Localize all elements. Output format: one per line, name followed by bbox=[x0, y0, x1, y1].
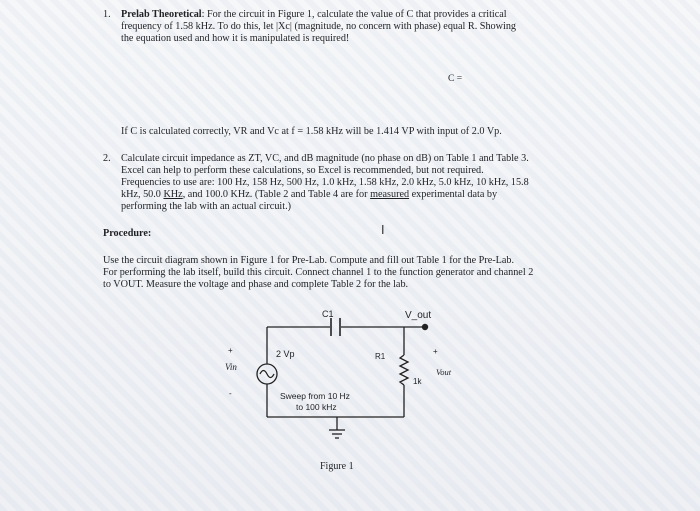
q2-line2: Excel can help to perform these calculations, so Excel is recommended, but not required. bbox=[121, 165, 484, 176]
q2-line1: Calculate circuit impedance as ZT, VC, and dB magnitude (no phase on dB) on Table 1 and Table 3. bbox=[121, 153, 529, 164]
q2-line3: Frequencies to use are: 100 Hz, 158 Hz, 500 Hz, 1.0 kHz, 1.58 kHz, 2.0 kHz, 5.0 kHz, 10 kHz, 15.8 bbox=[121, 177, 529, 188]
q1-title: Prelab Theoretical bbox=[121, 9, 202, 20]
vin-label: Vin bbox=[225, 362, 237, 372]
q2-number: 2. bbox=[103, 153, 111, 164]
vout-terminal bbox=[422, 324, 428, 330]
procedure-line1: Use the circuit diagram shown in Figure 1 for Pre-Lab. Compute and fill out Table 1 for the Pre-Lab. bbox=[103, 255, 515, 266]
sweep-label-line1: Sweep from 10 Hz bbox=[280, 391, 350, 401]
vout-plus-sign: + bbox=[433, 347, 438, 356]
q2-line4c: , and 100.0 KHz. (Table 2 and Table 4 are for bbox=[182, 189, 371, 200]
c-answer-label: C = bbox=[448, 74, 463, 84]
vin-plus-sign: + bbox=[228, 346, 233, 355]
procedure-line3: to VOUT. Measure the voltage and phase and complete Table 2 for the lab. bbox=[103, 279, 409, 290]
sweep-label-line2: to 100 kHz bbox=[296, 402, 337, 412]
q2-line5: performing the lab with an actual circuit.) bbox=[121, 201, 292, 212]
vin-minus-sign: - bbox=[229, 389, 232, 398]
r1-label: R1 bbox=[375, 352, 386, 361]
q1-note: If C is calculated correctly, VR and Vc at f = 1.58 kHz will be 1.414 VP with input of 2.0 Vp. bbox=[121, 126, 502, 137]
q1-line1-text: : For the circuit in Figure 1, calculate the value of C that provides a critical bbox=[201, 9, 507, 20]
text-cursor-icon: I bbox=[381, 223, 385, 237]
sine-wave-icon bbox=[260, 371, 274, 378]
q1-line2: frequency of 1.58 kHz. To do this, let |Xc| (magnitude, no concern with phase) equal R. Showing bbox=[121, 21, 517, 32]
figure-caption: Figure 1 bbox=[320, 461, 354, 472]
resistor-icon bbox=[400, 355, 408, 385]
r1-value-label: 1k bbox=[413, 377, 422, 386]
q2-line4a: kHz, 50.0 bbox=[121, 189, 164, 200]
procedure-heading: Procedure: bbox=[103, 228, 152, 239]
q2-line4d: measured bbox=[370, 189, 410, 200]
q1-line3: the equation used and how it is manipulated is required! bbox=[121, 33, 350, 44]
q2-line4e: experimental data by bbox=[409, 189, 498, 200]
q2-line4b: KHz bbox=[163, 189, 183, 200]
procedure-line2: For performing the lab itself, build this circuit. Connect channel 1 to the function generator and channel 2 bbox=[103, 267, 534, 278]
c1-label: C1 bbox=[322, 309, 334, 319]
q1-number: 1. bbox=[103, 9, 111, 20]
vout-label: V_out bbox=[405, 310, 432, 321]
vout-side-label: Vout bbox=[436, 367, 452, 377]
source-amplitude-label: 2 Vp bbox=[276, 349, 295, 359]
